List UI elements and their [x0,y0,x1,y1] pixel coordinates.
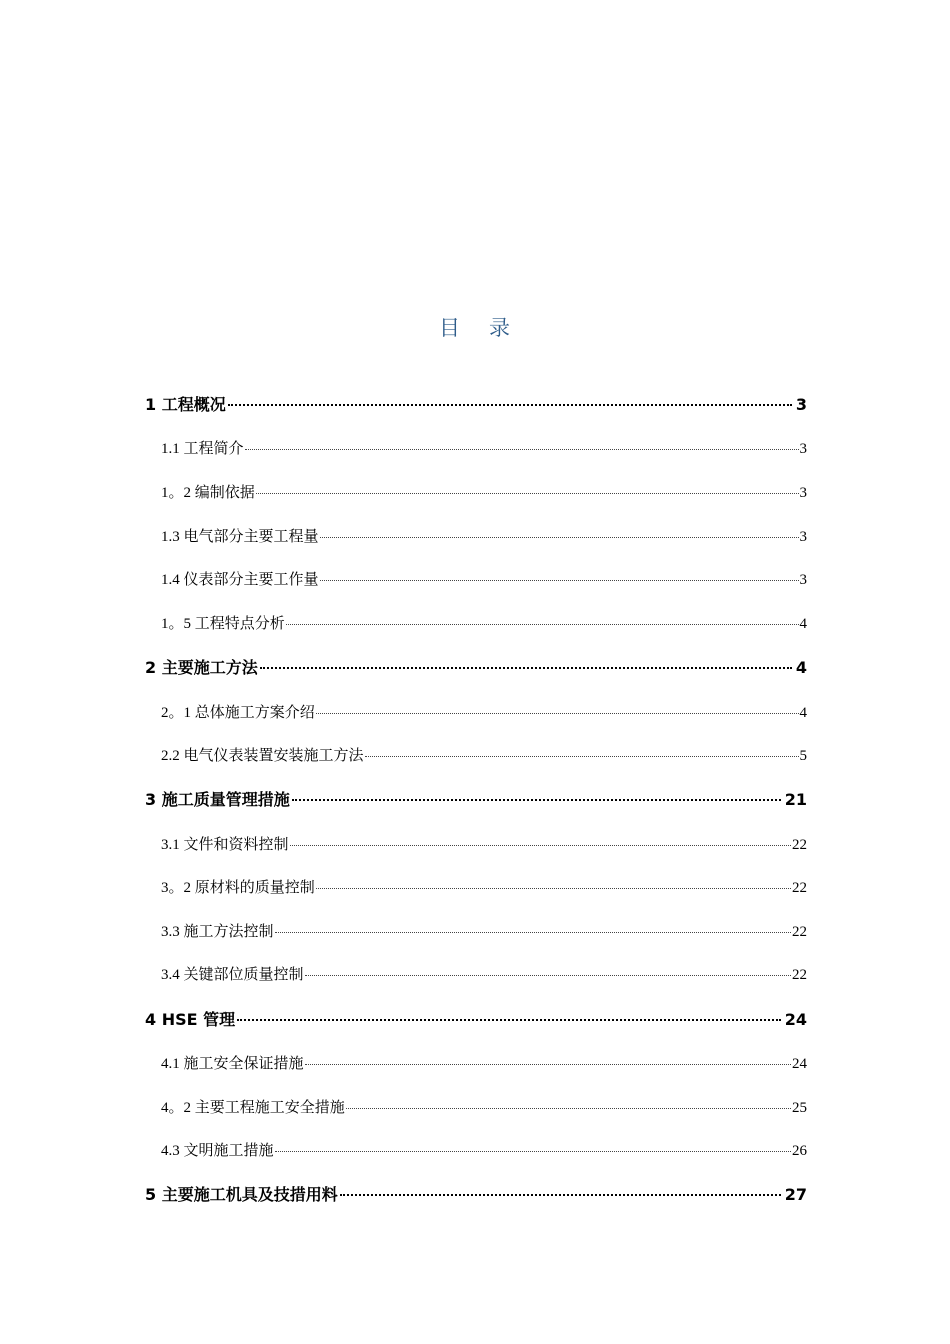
toc-entry-page: 3 [799,441,807,457]
toc-entry-4-3[interactable] [161,1139,807,1161]
dot-leader [316,887,791,889]
toc-entry-page: 22 [792,967,807,983]
dot-leader [237,1018,781,1021]
toc-entry-label: 4.3 文明施工措施 [161,1143,274,1159]
dot-leader [292,798,781,801]
dot-leader [305,974,791,976]
dot-leader [365,755,799,757]
toc-entry-1-1[interactable] [161,437,807,459]
toc-entry-page: 22 [792,880,807,896]
dot-leader [256,492,799,494]
toc-entry-label: 3 施工质量管理措施 [145,790,290,809]
dot-leader [320,536,799,538]
toc-entry-page: 25 [792,1100,807,1116]
toc-entry-1-2[interactable] [161,481,807,503]
dot-leader [340,1193,781,1196]
toc-entry-1-4[interactable] [161,568,807,590]
toc-entry-page: 24 [784,1010,807,1029]
dot-leader [245,448,799,450]
toc-title-char-2: 录 [489,316,511,340]
toc-entry-label: 4。2 主要工程施工安全措施 [161,1100,345,1116]
toc-entry-page: 3 [795,395,807,414]
toc-entry-label: 2.2 电气仪表装置安装施工方法 [161,748,364,764]
dot-leader [286,623,799,625]
toc-entry-label: 1.4 仪表部分主要工作量 [161,572,319,588]
toc-entry-page: 3 [799,529,807,545]
toc-entry-3[interactable] [145,787,807,811]
toc-entry-page: 4 [799,616,807,632]
dot-leader [290,844,791,846]
toc-title-char-1: 目 [439,316,461,340]
toc-entry-4-2[interactable] [161,1096,807,1118]
toc-entry-page: 24 [792,1056,807,1072]
dot-leader [305,1063,791,1065]
toc-entry-page: 4 [799,705,807,721]
toc-entry-page: 3 [799,572,807,588]
toc-entry-1[interactable] [145,392,807,416]
toc-entry-label: 1.1 工程简介 [161,441,244,457]
dot-leader [316,712,799,714]
toc-entry-label: 5 主要施工机具及技措用料 [145,1185,338,1204]
toc-entry-1-3[interactable] [161,525,807,547]
toc-entry-label: 2。1 总体施工方案介绍 [161,705,315,721]
toc-entry-label: 1.3 电气部分主要工程量 [161,529,319,545]
toc-entry-2-2[interactable] [161,744,807,766]
toc-entry-3-4[interactable] [161,963,807,985]
toc-entry-label: 3。2 原材料的质量控制 [161,880,315,896]
toc-entry-label: 3.4 关键部位质量控制 [161,967,304,983]
dot-leader [228,403,792,406]
toc-entry-label: 1。2 编制依据 [161,485,255,501]
dot-leader [260,666,792,669]
toc-entry-page: 5 [799,748,807,764]
toc-entry-page: 27 [784,1185,807,1204]
toc-entry-label: 1。5 工程特点分析 [161,616,285,632]
toc-entry-2-1[interactable] [161,701,807,723]
toc-entry-label: 2 主要施工方法 [145,658,258,677]
toc-entry-label: 4 HSE 管理 [145,1010,236,1029]
toc-entry-label: 1 工程概况 [145,395,226,414]
dot-leader [275,1150,791,1152]
dot-leader [275,931,791,933]
toc-entry-label: 4.1 施工安全保证措施 [161,1056,304,1072]
dot-leader [346,1107,791,1109]
toc-entry-3-3[interactable] [161,920,807,942]
toc-entry-3-1[interactable] [161,833,807,855]
toc-entry-label: 3.1 文件和资料控制 [161,837,289,853]
toc-entry-page: 26 [792,1143,807,1159]
toc-entry-page: 3 [799,485,807,501]
toc-entry-page: 22 [792,837,807,853]
toc-entry-page: 21 [784,790,807,809]
toc-entry-4[interactable] [145,1007,807,1031]
toc-entry-3-2[interactable] [161,876,807,898]
dot-leader [320,579,799,581]
toc-entry-page: 22 [792,924,807,940]
toc-entry-1-5[interactable] [161,612,807,634]
toc-entry-label: 3.3 施工方法控制 [161,924,274,940]
toc-entry-4-1[interactable] [161,1052,807,1074]
toc-entry-5[interactable] [145,1182,807,1206]
toc-entry-page: 4 [795,658,807,677]
toc-entry-2[interactable] [145,655,807,679]
